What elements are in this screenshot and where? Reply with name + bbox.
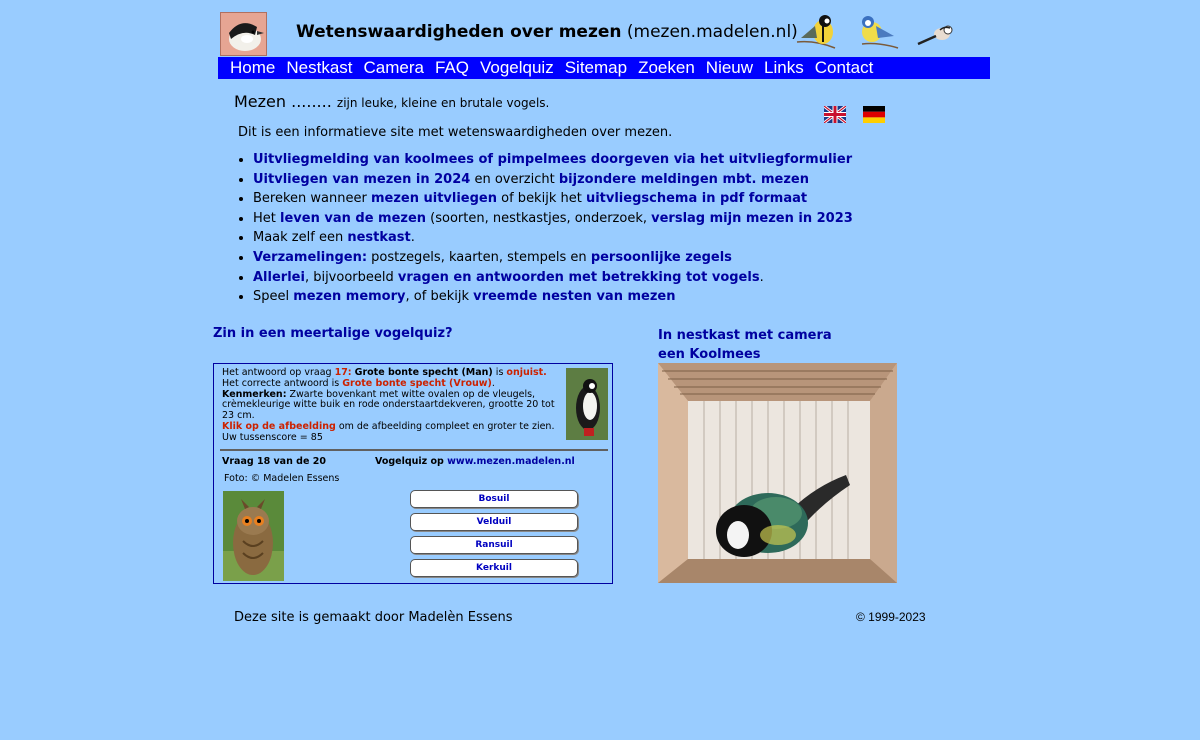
question-count: Vraag 18 van de 20 <box>222 456 326 467</box>
enlarge-image-link[interactable]: Klik op de afbeelding <box>222 420 336 432</box>
verdict: onjuist. <box>506 367 547 378</box>
feature-item <box>253 209 853 229</box>
feature-text: . <box>410 230 415 246</box>
nav-item-nestkast[interactable]: Nestkast <box>286 58 353 77</box>
question-number: 17: <box>334 367 352 378</box>
nest-camera-image[interactable] <box>658 363 897 583</box>
feature-link[interactable]: verslag mijn mezen in 2023 <box>651 210 853 226</box>
feature-text: postzegels, kaarten, stempels en <box>367 249 591 265</box>
feature-link[interactable]: uitvliegschema in pdf formaat <box>585 191 808 207</box>
feature-text: , of bekijk <box>405 289 474 305</box>
feature-text: Bereken wanneer <box>253 191 371 207</box>
feature-item <box>253 150 853 170</box>
quiz-site <box>375 456 575 467</box>
nav-item-sitemap[interactable]: Sitemap <box>564 58 628 77</box>
quiz-feedback: Het antwoord op vraag 17: Grote bonte specht (Man) is onjuist. Het correcte antwoord is Grote bonte specht (Vrouw). Kenmerken: Zwarte bovenkant met witte ovalen op de vleugels, crèmekleurige witte buik en rode onderstaartdekveren, grootte 20 tot 23 cm. Klik op de afbeelding om de afbeelding compleet en groter te zien. Uw tussenscore = 85 <box>222 367 555 443</box>
site-logo[interactable] <box>220 12 267 56</box>
photo-credit: Foto: © Madelen Essens <box>224 473 340 484</box>
quiz-site-label: Vogelquiz op <box>375 456 448 467</box>
feature-item <box>253 268 853 288</box>
feature-list <box>234 150 853 307</box>
owl-photo <box>223 491 284 581</box>
feature-item <box>253 189 853 209</box>
features-text: Zwarte bovenkant met witte ovalen op de vleugels, crèmekleurige witte buik en rode onderstaartdekveren, grootte 20 tot 23 cm. <box>222 388 555 422</box>
nav-item-vogelquiz[interactable]: Vogelquiz <box>479 58 554 77</box>
quiz-divider <box>220 449 608 451</box>
feature-item <box>253 170 853 190</box>
feature-text: . <box>759 269 764 285</box>
feature-link[interactable]: Allerlei <box>253 269 305 285</box>
answer-button-4[interactable]: Kerkuil <box>410 559 578 577</box>
answer-button-3[interactable]: Ransuil <box>410 536 578 554</box>
intro-small: zijn leuke, kleine en brutale vogels. <box>336 96 550 110</box>
feature-link[interactable]: persoonlijke zegels <box>590 249 732 265</box>
interim-score: Uw tussenscore = 85 <box>222 431 323 443</box>
nav-item-nieuw[interactable]: Nieuw <box>705 58 754 77</box>
feature-link[interactable]: leven van de mezen <box>280 210 427 226</box>
feature-link[interactable]: mezen uitvliegen <box>370 191 498 207</box>
nav-item-camera[interactable]: Camera <box>363 58 424 77</box>
camera-heading[interactable] <box>658 326 832 364</box>
feedback-prefix: Het antwoord op vraag <box>222 367 335 378</box>
feature-link[interactable]: vreemde nesten van mezen <box>473 289 676 305</box>
quiz-heading[interactable]: Zin in een meertalige vogelquiz? <box>213 326 453 341</box>
feature-item <box>253 287 853 307</box>
features-label: Kenmerken: <box>222 388 287 400</box>
nav-item-contact[interactable]: Contact <box>814 58 874 77</box>
uk-flag-icon[interactable] <box>824 106 846 123</box>
quiz-site-link[interactable]: www.mezen.madelen.nl <box>447 456 575 467</box>
quiz-widget <box>213 363 613 584</box>
blue-tit-icon <box>854 12 900 52</box>
feature-text: Maak zelf een <box>253 230 348 246</box>
nav-item-zoeken[interactable]: Zoeken <box>638 58 695 77</box>
feature-text: Speel <box>253 289 294 305</box>
feature-item <box>253 228 853 248</box>
language-flags <box>824 106 897 125</box>
correct-answer: Grote bonte specht (Vrouw) <box>342 377 492 389</box>
footer-credit: Deze site is gemaakt door Madelèn Essens <box>234 610 513 625</box>
given-answer: Grote bonte specht (Man) <box>354 367 493 378</box>
nav-item-home[interactable]: Home <box>230 58 276 77</box>
answer-button-2[interactable]: Velduil <box>410 513 578 531</box>
is-word: is <box>492 367 507 378</box>
feature-text: en overzicht <box>470 171 559 187</box>
feature-link[interactable]: nestkast <box>347 230 411 246</box>
answer-button-1[interactable]: Bosuil <box>410 490 578 508</box>
site-description: Dit is een informatieve site met wetenswaardigheden over mezen. <box>238 125 673 140</box>
site-title-domain: (mezen.madelen.nl) <box>626 22 798 42</box>
feature-item <box>253 248 853 268</box>
nav-item-faq[interactable]: FAQ <box>434 58 469 77</box>
click-rest: om de afbeelding compleet en groter te zien. <box>335 420 555 432</box>
feature-link[interactable]: Verzamelingen: <box>253 249 368 265</box>
intro-line <box>234 92 549 111</box>
feature-link[interactable]: mezen memory <box>293 289 406 305</box>
great-tit-icon <box>795 12 845 52</box>
nav-item-links[interactable]: Links <box>764 58 804 77</box>
feature-text: , bijvoorbeeld <box>304 269 398 285</box>
woodpecker-photo[interactable] <box>566 368 608 440</box>
site-title-bold: Wetenswaardigheden over mezen <box>296 22 622 42</box>
copyright: © 1999-2023 <box>856 610 926 624</box>
intro-big: Mezen ........ <box>234 92 332 111</box>
feature-link[interactable]: vragen en antwoorden met betrekking tot vogels <box>397 269 760 285</box>
correct-prefix: Het correcte antwoord is <box>222 377 343 389</box>
main-nav <box>218 57 990 79</box>
camera-heading-line1: In nestkast met camera <box>658 328 832 343</box>
feature-link[interactable]: bijzondere meldingen mbt. mezen <box>558 171 809 187</box>
camera-heading-line2: een Koolmees <box>658 347 761 362</box>
site-title <box>296 22 798 42</box>
feature-text: Het <box>253 210 281 226</box>
feature-link[interactable]: Uitvliegen van mezen in 2024 <box>253 171 471 187</box>
feature-text: (soorten, nestkastjes, onderzoek, <box>426 210 652 226</box>
german-flag-icon[interactable] <box>863 106 885 123</box>
feature-link[interactable]: Uitvliegmelding van koolmees of pimpelmees doorgeven via het uitvliegformulier <box>253 152 853 167</box>
long-tailed-tit-icon <box>916 12 960 52</box>
feature-text: of bekijk het <box>497 191 586 207</box>
